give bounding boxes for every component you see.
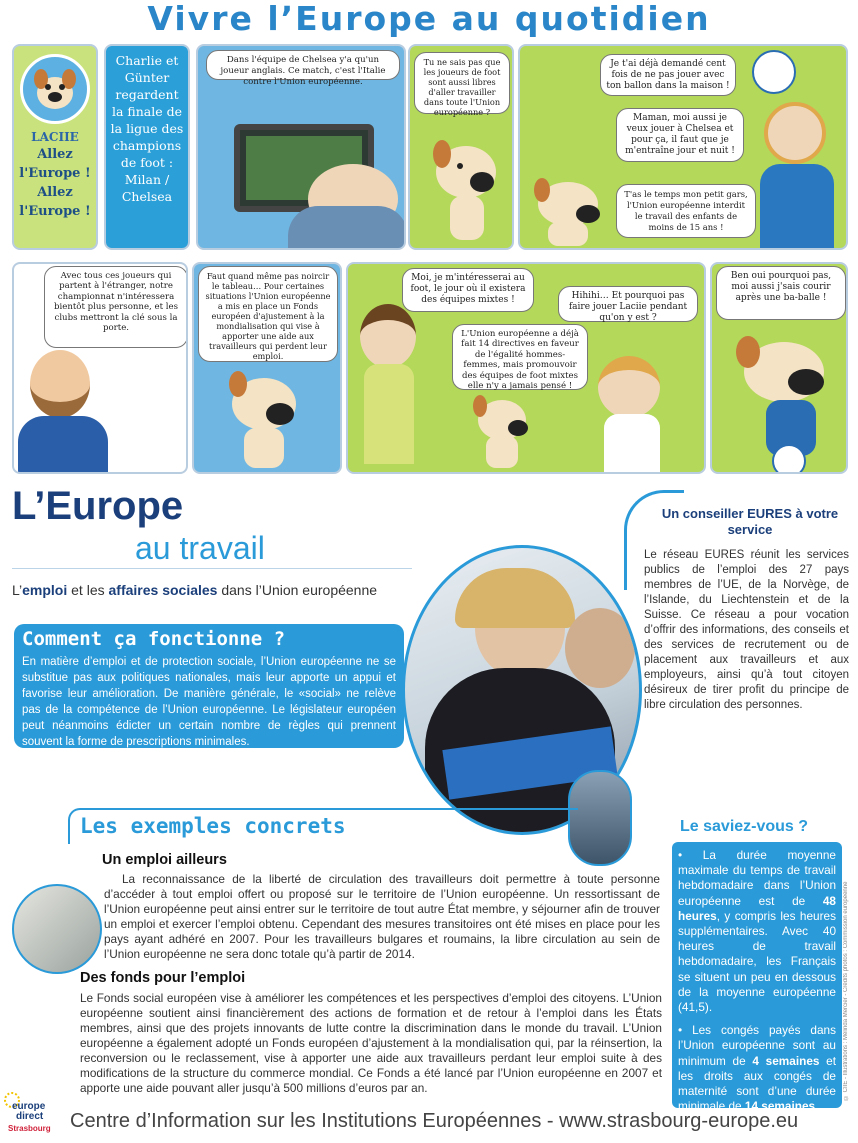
- speech-bubble: Je t'ai déjà demandé cent fois de ne pas jouer avec ton ballon dans la maison !: [600, 54, 736, 96]
- fact-2: • Les congés payés dans l’Union européenne sont au minimum de 4 semaines et les droits aux congés de maternité sont d’une durée minimale de 14 semaines.: [678, 1023, 836, 1114]
- speech-bubble: Ben oui pourquoi pas, moi aussi j'sais courir après une ba-balle !: [716, 266, 846, 320]
- dog-character-icon: [422, 130, 508, 246]
- speech-bubble: Moi, je m'intéresserai au foot, le jour où il existera des équipes mixtes !: [402, 268, 534, 312]
- eures-text: Le réseau EURES réunit les services publics de l’emploi des 27 pays membres de l’UE, de la Norvège, de l’Islande, du Liechtenstein et de la Suisse. Ce réseau a pour vocation d’offrir des informations, des conseils et des services de recrutement ou de placement aux travailleurs et aux employeurs, ainsi qu’à tout citoyen désireux de tirer profit du principe de libre circulation des personnes.: [644, 549, 849, 711]
- comic-narration: Charlie et Günter regardent la finale de la ligue des champions de foot : Milan / Chelsea: [104, 44, 190, 250]
- football-icon: [772, 444, 806, 474]
- dog-face-icon: [23, 57, 87, 121]
- boy-body: [604, 414, 660, 474]
- article-heading-sub: au travail: [135, 530, 265, 566]
- comic-panel-kitchen: [518, 44, 848, 250]
- man-head: [30, 350, 90, 418]
- woman-head: [360, 304, 416, 368]
- slogan-line: Allez: [37, 147, 73, 162]
- photo-job-board: [12, 884, 102, 974]
- divider: [12, 568, 412, 569]
- photo-credit: © CIIE - Illustrations : Mélinda Mercier - Crédits photos : Commission européenne: [843, 881, 849, 1100]
- laciie-name: LACIIE: [31, 130, 79, 144]
- europe-direct-logo: europe direct Strasbourg: [4, 1092, 64, 1140]
- example-2-title: Des fonds pour l’emploi: [80, 970, 246, 986]
- footer-text: Centre d’Information sur les Institutions Européennes - www.strasbourg-europe.eu: [70, 1110, 799, 1132]
- speech-bubble: Avec tous ces joueurs qui partent à l'étranger, notre championnat n'intéressera bientôt plus personne, et les clubs mettront la clé sous la porte.: [44, 266, 188, 348]
- did-you-know-box: [672, 842, 842, 1114]
- comic-panel-map: [192, 262, 342, 474]
- viewer-body: [288, 206, 406, 250]
- boy-head: [764, 102, 826, 164]
- speech-bubble: Maman, moi aussi je veux jouer à Chelsea et pour ça, il faut que je m'entraîne jour et nuit !: [616, 108, 744, 162]
- comic-panel-family: [346, 262, 706, 474]
- comic-panel-tv: [196, 44, 406, 250]
- laciie-logo: [20, 54, 90, 124]
- eures-title: Un conseiller EURES à votre service: [661, 506, 839, 537]
- example-1-title: Un emploi ailleurs: [102, 852, 227, 868]
- how-it-works-text: En matière d’emploi et de protection sociale, l’Union européenne ne se substitue pas aux politiques nationales, mais leur apporte un appui et favorise leur amélioration. De manière générale, le «social» ne relève pas de la compétence de l’Union européenne. Le législateur européen peut néanmoins édicter un certain nombre de règles qui prennent souvent la forme de prescriptions minimales.: [22, 656, 396, 748]
- speech-bubble: Tu ne sais pas que les joueurs de foot sont aussi libres d'aller travailler dans toute l'Union européenne ?: [414, 52, 510, 114]
- dog-character-icon: [214, 364, 314, 474]
- boy-head: [598, 356, 660, 418]
- slogan-line: l'Europe !: [19, 166, 91, 181]
- fact-1: • La durée moyenne maximale du temps de travail hebdomadaire dans l’Union européenne est de 48 heures, y compris les heures supplémentaires. Avec 40 heures de travail hebdomadaire, les Français se situent un peu en dessous de la moyenne européenne (41,5).: [678, 848, 836, 1015]
- how-it-works-title: Comment ça fonctionne ?: [22, 628, 286, 650]
- example-1-text: La reconnaissance de la liberté de circulation des travailleurs doit permettre à toute personne d’accéder à tout emploi offert ou proposé sur le territoire de l’Union européenne. Un ressortissant de l’Union européenne peut ainsi entrer sur le territoire de tout autre État membre, y séjourner afin de trouver un emploi et exercer l’emploi obtenu. Cependant des mesures transitoires ont été mises en place pour les pays ayant adhéré en 2007. Pour les travailleurs bulgares et roumains, la libre circulation au sein de l’Union européenne ne sera donc totale qu’à partir de 2014.: [104, 872, 660, 961]
- slogan-line: l'Europe !: [19, 204, 91, 219]
- speech-bubble: Faut quand même pas noircir le tableau… Pour certaines situations l'Union européenne a mis en place un Fonds européen d'ajustement à la mondialisation qui vise à apporter une aide aux travailleurs qui perdent leur emploi.: [198, 266, 338, 362]
- comic-panel-dog-ball: [710, 262, 848, 474]
- speech-bubble: Dans l'équipe de Chelsea y'a qu'un joueur anglais. Ce match, c'est l'Italie contre l'Union européenne.: [206, 50, 400, 80]
- comic-panel-fan: [12, 262, 188, 474]
- comic-panel-dog: [408, 44, 514, 250]
- woman-body: [364, 364, 414, 464]
- football-icon: [752, 50, 796, 94]
- dog-character-icon: [466, 390, 536, 472]
- did-you-know-title: Le saviez-vous ?: [680, 818, 809, 835]
- article-subtitle: L’emploi et les affaires sociales dans l’Union européenne: [12, 582, 378, 598]
- example-2-text: Le Fonds social européen vise à améliorer les compétences et les perspectives d’emploi des citoyens. L’Union européenne soutient ainsi financièrement des actions de formation et de retour à l’emploi dans les États membres, ainsi que des projets innovants de lutte contre la discrimination dans le monde du travail. L’Union européenne a également adopté un Fonds européen d’ajustement à la mondialisation qui, par la réinsertion, la reconversion ou le reclassement, vise à apporter une aide aux travailleurs perdant leur emploi suite à des modifications de la structure du commerce mondial. Ce Fonds a été lancé par l’Union européenne en 2007 et apporte une aide pouvant aller jusqu’à 500 millions d’euros par an.: [80, 991, 662, 1095]
- speech-bubble: Hihihi… Et pourquoi pas faire jouer Laciie pendant qu'on y est ?: [558, 286, 698, 322]
- page-title: Vivre l’Europe au quotidien: [147, 0, 711, 38]
- slogan-line: Allez: [37, 185, 73, 200]
- speech-bubble: T'as le temps mon petit gars, l'Union européenne interdit le travail des enfants de moins de 15 ans !: [616, 184, 756, 238]
- boy-body: [760, 164, 834, 250]
- speech-bubble: L'Union européenne a déjà fait 14 directives en faveur de l'égalité hommes-femmes, mais promouvoir des équipes de foot mixtes elle n'y a jamais pensé !: [452, 324, 588, 390]
- article-heading: L’Europe: [12, 484, 184, 528]
- comic-intro-card: [12, 44, 98, 250]
- man-body: [18, 416, 108, 474]
- dog-character-icon: [528, 172, 614, 248]
- examples-title: Les exemples concrets: [80, 814, 346, 838]
